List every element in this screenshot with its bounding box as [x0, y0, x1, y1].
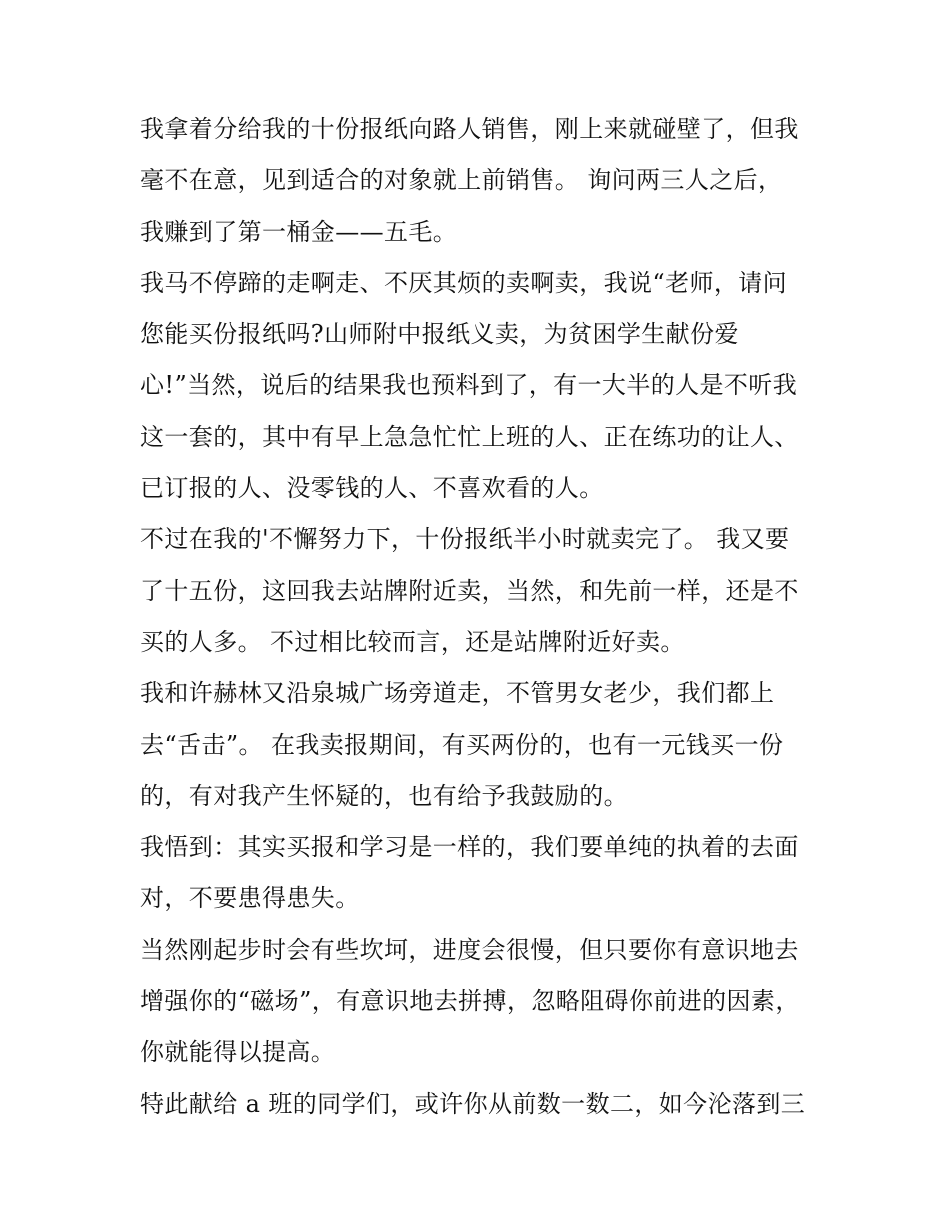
- text-line: 心!”当然，说后的结果我也预料到了，有一大半的人是不听我: [140, 371, 798, 400]
- text-line: 了十五份，这回我去站牌附近卖，当然，和先前一样，还是不: [140, 576, 799, 605]
- text-line: 已订报的人、没零钱的人、不喜欢看的人。: [140, 474, 604, 503]
- text-line: 我赚到了第一桶金——五毛。: [140, 217, 458, 246]
- document-body: [140, 108, 830, 1134]
- text-line: 你就能得以提高。: [140, 1038, 336, 1067]
- text-line: 您能买份报纸吗?山师附中报纸义卖，为贫困学生献份爱: [140, 320, 739, 349]
- text-line: 毫不在意，见到适合的对象就上前销售。 询问两三人之后，: [140, 166, 783, 195]
- text-line: 当然刚起步时会有些坎坷，进度会很慢，但只要你有意识地去: [140, 935, 799, 964]
- text-line: 不过在我的'不懈努力下，十份报纸半小时就卖完了。 我又要: [140, 525, 790, 554]
- text-line: 这一套的，其中有早上急急忙忙上班的人、正在练功的让人、: [140, 422, 799, 451]
- text-line: 我和许赫林又沿泉城广场旁道走，不管男女老少，我们都上: [140, 679, 775, 708]
- text-line: 对，不要患得患失。: [140, 884, 360, 913]
- text-line: 我悟到：其实买报和学习是一样的，我们要单纯的执着的去面: [140, 833, 799, 862]
- text-line: 买的人多。 不过相比较而言，还是站牌附近好卖。: [140, 627, 685, 656]
- text-line: 我拿着分给我的十份报纸向路人销售，刚上来就碰壁了，但我: [140, 115, 799, 143]
- text-line: 我马不停蹄的走啊走、不厌其烦的卖啊卖，我说“老师，请问: [140, 268, 788, 297]
- text-line: 增强你的“磁场”，有意识地去拼搏，忽略阻碍你前进的因素，: [140, 987, 800, 1016]
- text-line: 的，有对我产生怀疑的，也有给予我鼓励的。: [140, 781, 628, 810]
- text-line: 去“舌击”。 在我卖报期间，有买两份的，也有一元钱买一份: [140, 730, 784, 759]
- text-line: 特此献给 a 班的同学们，或许你从前数一数二，如今沦落到三: [140, 1089, 806, 1118]
